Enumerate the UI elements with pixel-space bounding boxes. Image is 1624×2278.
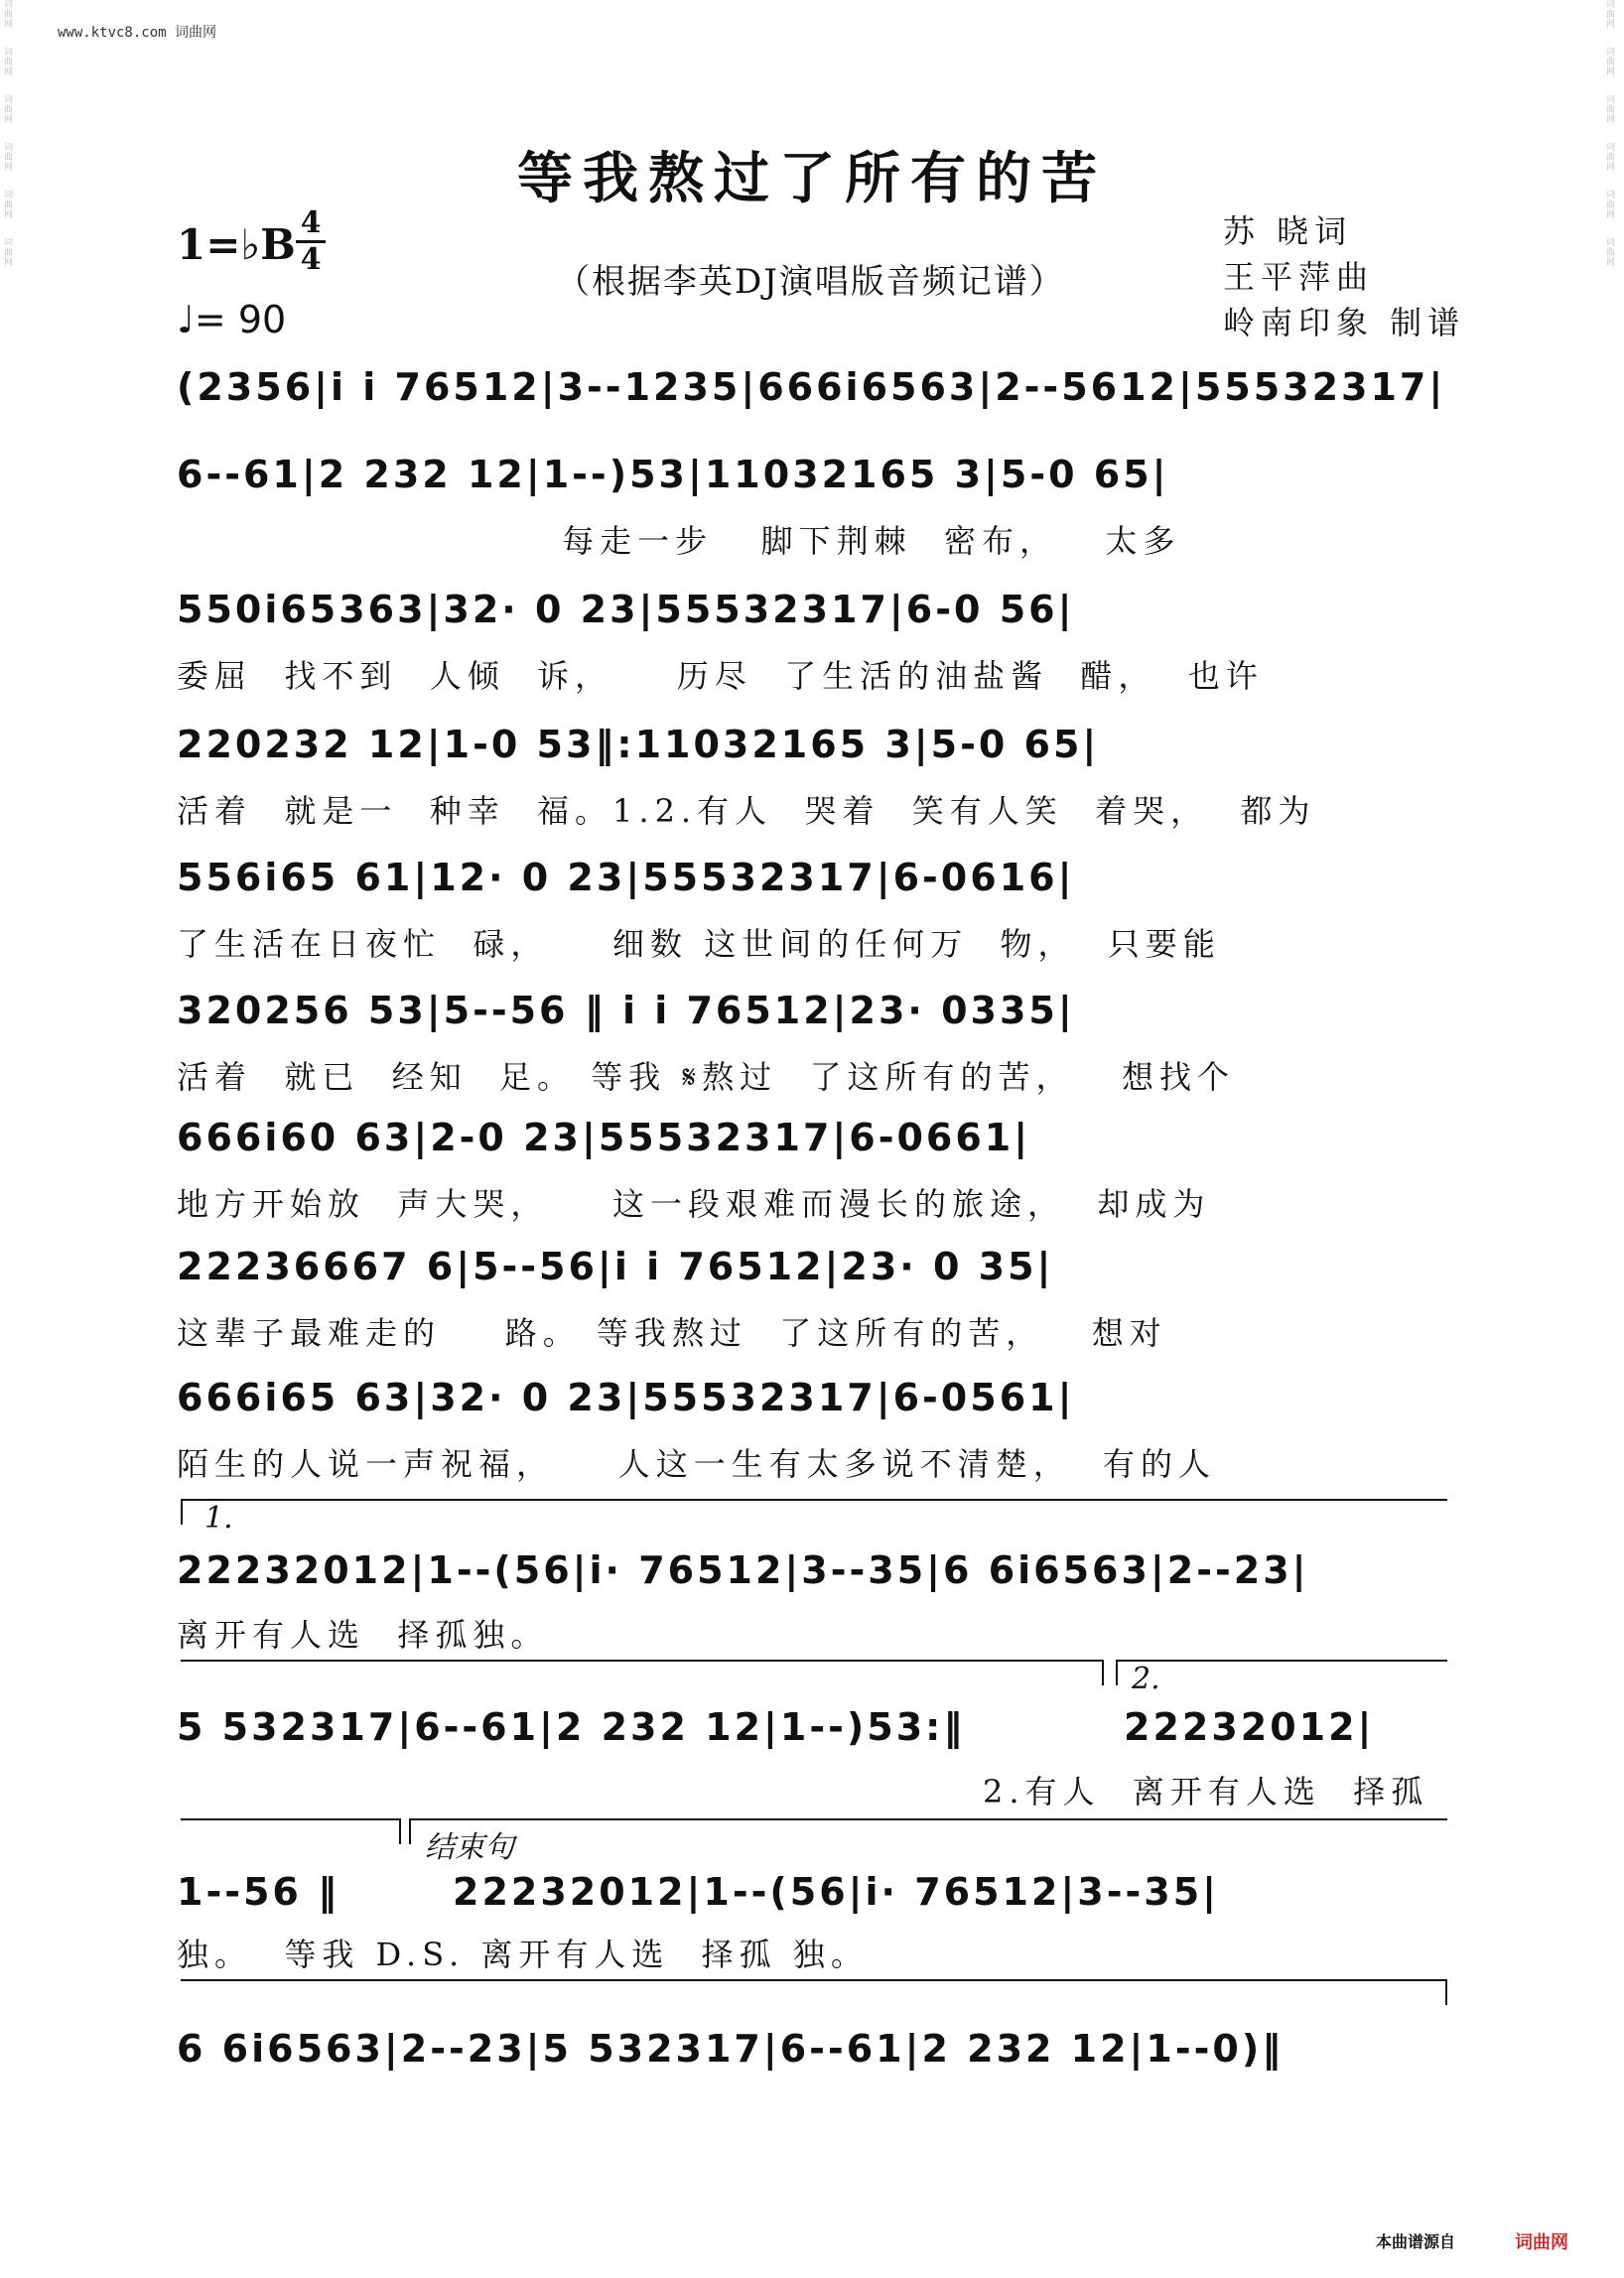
row-12-line-left-end <box>399 1818 401 1844</box>
row-12-notes: 1--56 ‖ <box>177 1870 340 1914</box>
time-top: 4 <box>300 205 322 240</box>
ending-1-lyrics: 离开有人选 择孤独。 <box>177 1616 549 1654</box>
tempo-marking: ♩= 90 <box>177 298 287 341</box>
row-12-line-left <box>181 1818 401 1820</box>
staff-row-9-notes: 666i65 63|32· 0 23|55532317|6-0561| <box>177 1376 1075 1419</box>
staff-row-4-notes: 220232 12|1-0 53‖:11032165 3|5-0 65| <box>177 723 1100 766</box>
time-signature <box>296 205 326 277</box>
ending-2-bracket-tick <box>1116 1660 1118 1685</box>
row-12-lyrics: 独。 等我 D.S. 离开有人选 择孤 独。 <box>177 1936 869 1973</box>
row-13-line-end <box>1445 1979 1447 2005</box>
staff-row-3-notes: 550i65363|32· 0 23|55532317|6-0 56| <box>177 588 1075 631</box>
ending-2-notes: 22232012| <box>1124 1705 1375 1749</box>
ending-1-label: 1. <box>204 1501 233 1536</box>
row-13-notes: 6 6i6563|2--23|5 532317|6--61|2 232 12|1--0)‖ <box>177 2027 1285 2071</box>
staff-row-9-lyrics: 陌生的人说一声祝福， 人这一生有太多说不清楚， 有的人 <box>177 1445 1217 1483</box>
subtitle: （根据李英DJ演唱版音频记谱） <box>556 262 1065 302</box>
coda-bracket-line <box>409 1818 1447 1820</box>
lyricist-credit: 苏 晓词 <box>1223 212 1353 250</box>
coda-bracket-tick <box>409 1818 411 1844</box>
ending-2-bracket-line <box>1116 1660 1447 1662</box>
composer-credit: 王平萍曲 <box>1223 258 1375 296</box>
ending-1-bracket-line <box>181 1499 1447 1501</box>
ending-2-label: 2. <box>1132 1662 1160 1696</box>
footer-logo: 词曲网 <box>1515 2232 1568 2253</box>
row-13-line <box>181 1979 1447 1981</box>
ending-1-notes: 22232012|1--(56|i· 76512|3--35|6 6i6563|2--23| <box>177 1548 1309 1592</box>
staff-row-7-notes: 666i60 63|2-0 23|55532317|6-0661| <box>177 1116 1031 1159</box>
staff-row-1-notes: (2356|i i 76512|3--1235|666i6563|2--5612|55532317| <box>177 365 1446 409</box>
coda-notes: 22232012|1--(56|i· 76512|3--35| <box>453 1870 1220 1914</box>
left-watermark-strip: 词曲网 词曲网 词曲网 词曲网 词曲网 词曲网 <box>4 0 14 268</box>
key-signature: 1=♭B <box>177 220 296 269</box>
ending-2-lyrics: 2.有人 离开有人选 择孤 <box>983 1773 1429 1810</box>
ending-1-bracket-tick <box>181 1499 183 1525</box>
time-bottom: 4 <box>300 242 322 277</box>
staff-row-4-lyrics: 活着 就是一 种幸 福。1.2.有人 哭着 笑有人笑 着哭， 都为 <box>177 792 1316 830</box>
song-title: 等我熬过了所有的苦 <box>517 146 1107 211</box>
staff-row-2-lyrics: 每走一步 脚下荆棘 密布， 太多 <box>177 522 1181 560</box>
right-watermark-strip: 词曲网 词曲网 词曲网 词曲网 词曲网 词曲网 <box>1606 0 1616 268</box>
staff-row-6-notes: 320256 53|5--56 ‖ i i 76512|23· 0335| <box>177 989 1075 1032</box>
row-11-line-left-end <box>1102 1660 1104 1685</box>
footer-source-note: 本曲谱源自 <box>1375 2232 1455 2251</box>
site-url: www.ktvc8.com 词曲网 <box>58 25 217 41</box>
staff-row-2-notes: 6--61|2 232 12|1--)53|11032165 3|5-0 65| <box>177 453 1169 496</box>
staff-row-5-lyrics: 了生活在日夜忙 碌， 细数 这世间的任何万 物， 只要能 <box>177 925 1221 963</box>
arranger-credit: 岭南印象 制谱 <box>1223 304 1466 341</box>
staff-row-8-notes: 22236667 6|5--56|i i 76512|23· 0 35| <box>177 1245 1054 1288</box>
staff-row-8-lyrics: 这辈子最难走的 路。 等我熬过 了这所有的苦， 想对 <box>177 1314 1167 1352</box>
staff-row-6-lyrics: 活着 就已 经知 足。 等我 𝄋熬过 了这所有的苦， 想找个 <box>177 1058 1235 1096</box>
row-11-notes: 5 532317|6--61|2 232 12|1--)53:‖ <box>177 1705 966 1749</box>
staff-row-3-lyrics: 委屈 找不到 人倾 诉， 历尽 了生活的油盐酱 醋， 也许 <box>177 657 1264 695</box>
staff-row-7-lyrics: 地方开始放 声大哭， 这一段艰难而漫长的旅途， 却成为 <box>177 1185 1211 1223</box>
staff-row-5-notes: 556i65 61|12· 0 23|55532317|6-0616| <box>177 856 1075 899</box>
row-11-line-left <box>181 1660 1104 1662</box>
coda-label: 结束句 <box>425 1830 514 1865</box>
